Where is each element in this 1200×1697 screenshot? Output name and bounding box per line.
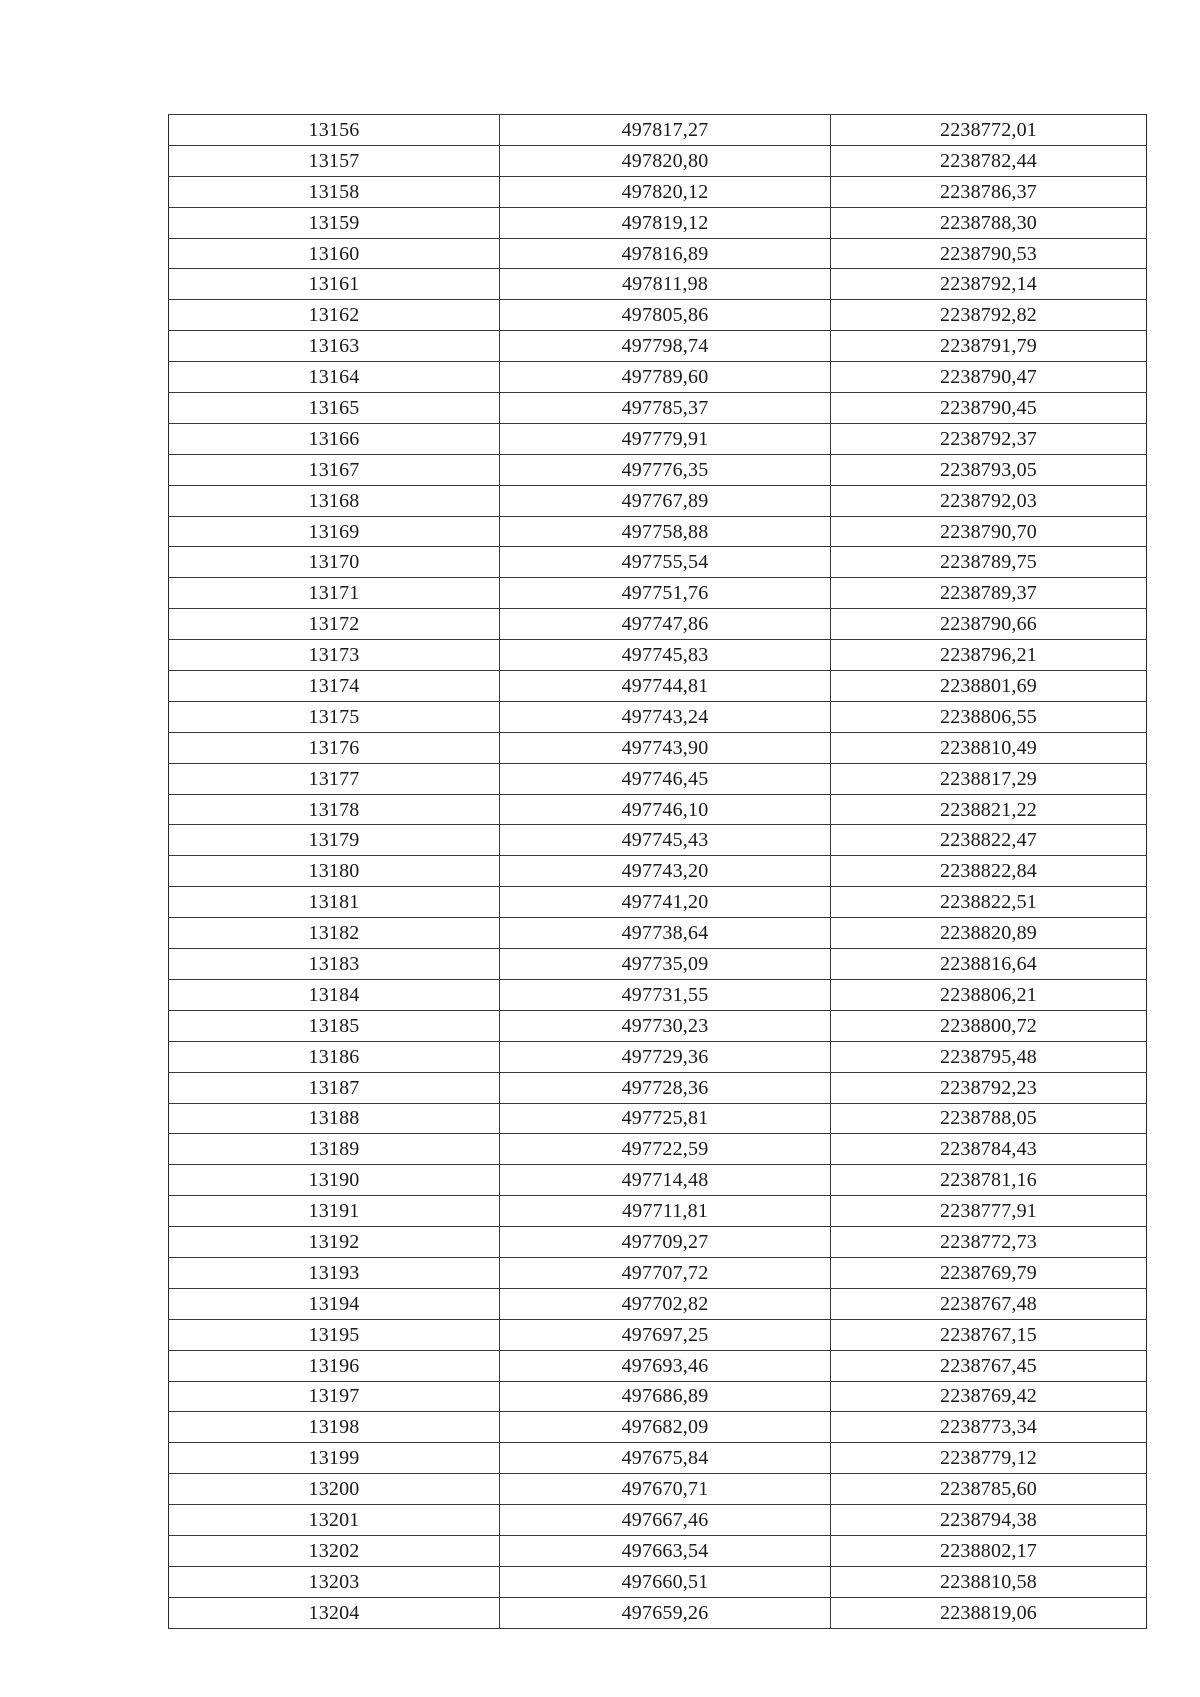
point-number-cell: 13162 (169, 300, 500, 331)
table-row (169, 640, 1147, 671)
x-coordinate-cell: 497667,46 (500, 1505, 831, 1536)
x-coordinate-cell: 497798,74 (500, 331, 831, 362)
x-coordinate-cell: 497714,48 (500, 1165, 831, 1196)
y-coordinate-cell: 2238817,29 (831, 763, 1147, 794)
point-number-cell: 13188 (169, 1103, 500, 1134)
table-row (169, 1412, 1147, 1443)
x-coordinate-cell: 497751,76 (500, 578, 831, 609)
point-number-cell: 13160 (169, 238, 500, 269)
point-number-cell: 13175 (169, 701, 500, 732)
table-row (169, 979, 1147, 1010)
y-coordinate-cell: 2238822,47 (831, 825, 1147, 856)
point-number-cell: 13199 (169, 1443, 500, 1474)
x-coordinate-cell: 497817,27 (500, 115, 831, 146)
point-number-cell: 13189 (169, 1134, 500, 1165)
point-number-cell: 13164 (169, 362, 500, 393)
x-coordinate-cell: 497697,25 (500, 1319, 831, 1350)
y-coordinate-cell: 2238792,37 (831, 423, 1147, 454)
point-number-cell: 13168 (169, 485, 500, 516)
x-coordinate-cell: 497707,72 (500, 1257, 831, 1288)
x-coordinate-cell: 497816,89 (500, 238, 831, 269)
y-coordinate-cell: 2238790,47 (831, 362, 1147, 393)
table-row (169, 1381, 1147, 1412)
point-number-cell: 13183 (169, 949, 500, 980)
x-coordinate-cell: 497811,98 (500, 269, 831, 300)
point-number-cell: 13195 (169, 1319, 500, 1350)
x-coordinate-cell: 497819,12 (500, 207, 831, 238)
point-number-cell: 13156 (169, 115, 500, 146)
y-coordinate-cell: 2238822,51 (831, 887, 1147, 918)
y-coordinate-cell: 2238802,17 (831, 1535, 1147, 1566)
x-coordinate-cell: 497746,45 (500, 763, 831, 794)
y-coordinate-cell: 2238790,70 (831, 516, 1147, 547)
table-row (169, 362, 1147, 393)
point-number-cell: 13169 (169, 516, 500, 547)
y-coordinate-cell: 2238779,12 (831, 1443, 1147, 1474)
y-coordinate-cell: 2238788,30 (831, 207, 1147, 238)
y-coordinate-cell: 2238806,55 (831, 701, 1147, 732)
x-coordinate-cell: 497693,46 (500, 1350, 831, 1381)
y-coordinate-cell: 2238782,44 (831, 145, 1147, 176)
table-row (169, 1010, 1147, 1041)
table-row (169, 485, 1147, 516)
point-number-cell: 13171 (169, 578, 500, 609)
x-coordinate-cell: 497730,23 (500, 1010, 831, 1041)
table-row (169, 115, 1147, 146)
table-row (169, 300, 1147, 331)
x-coordinate-cell: 497744,81 (500, 671, 831, 702)
y-coordinate-cell: 2238800,72 (831, 1010, 1147, 1041)
table-row (169, 207, 1147, 238)
x-coordinate-cell: 497702,82 (500, 1288, 831, 1319)
y-coordinate-cell: 2238773,34 (831, 1412, 1147, 1443)
table-row (169, 1041, 1147, 1072)
point-number-cell: 13174 (169, 671, 500, 702)
table-row (169, 794, 1147, 825)
x-coordinate-cell: 497805,86 (500, 300, 831, 331)
point-number-cell: 13186 (169, 1041, 500, 1072)
x-coordinate-cell: 497746,10 (500, 794, 831, 825)
y-coordinate-cell: 2238781,16 (831, 1165, 1147, 1196)
y-coordinate-cell: 2238795,48 (831, 1041, 1147, 1072)
point-number-cell: 13201 (169, 1505, 500, 1536)
x-coordinate-cell: 497675,84 (500, 1443, 831, 1474)
table-row (169, 1566, 1147, 1597)
point-number-cell: 13184 (169, 979, 500, 1010)
x-coordinate-cell: 497779,91 (500, 423, 831, 454)
point-number-cell: 13197 (169, 1381, 500, 1412)
x-coordinate-cell: 497725,81 (500, 1103, 831, 1134)
point-number-cell: 13202 (169, 1535, 500, 1566)
coordinates-table (168, 114, 1147, 1629)
y-coordinate-cell: 2238792,03 (831, 485, 1147, 516)
y-coordinate-cell: 2238820,89 (831, 918, 1147, 949)
table-row (169, 145, 1147, 176)
point-number-cell: 13179 (169, 825, 500, 856)
table-row (169, 671, 1147, 702)
point-number-cell: 13173 (169, 640, 500, 671)
x-coordinate-cell: 497729,36 (500, 1041, 831, 1072)
x-coordinate-cell: 497709,27 (500, 1227, 831, 1258)
table-row (169, 701, 1147, 732)
y-coordinate-cell: 2238769,79 (831, 1257, 1147, 1288)
table-row (169, 1288, 1147, 1319)
point-number-cell: 13176 (169, 732, 500, 763)
x-coordinate-cell: 497663,54 (500, 1535, 831, 1566)
x-coordinate-cell: 497743,90 (500, 732, 831, 763)
point-number-cell: 13165 (169, 393, 500, 424)
table-row (169, 1134, 1147, 1165)
table-row (169, 609, 1147, 640)
table-row (169, 269, 1147, 300)
point-number-cell: 13185 (169, 1010, 500, 1041)
table-row (169, 1474, 1147, 1505)
point-number-cell: 13192 (169, 1227, 500, 1258)
table-row (169, 1443, 1147, 1474)
point-number-cell: 13161 (169, 269, 500, 300)
point-number-cell: 13177 (169, 763, 500, 794)
point-number-cell: 13159 (169, 207, 500, 238)
x-coordinate-cell: 497789,60 (500, 362, 831, 393)
x-coordinate-cell: 497711,81 (500, 1196, 831, 1227)
y-coordinate-cell: 2238790,45 (831, 393, 1147, 424)
table-row (169, 887, 1147, 918)
table-row (169, 238, 1147, 269)
table-row (169, 1227, 1147, 1258)
y-coordinate-cell: 2238767,15 (831, 1319, 1147, 1350)
table-row (169, 516, 1147, 547)
x-coordinate-cell: 497755,54 (500, 547, 831, 578)
point-number-cell: 13170 (169, 547, 500, 578)
x-coordinate-cell: 497747,86 (500, 609, 831, 640)
table-row (169, 918, 1147, 949)
x-coordinate-cell: 497686,89 (500, 1381, 831, 1412)
coordinates-table-body (169, 115, 1147, 1629)
y-coordinate-cell: 2238821,22 (831, 794, 1147, 825)
table-row (169, 732, 1147, 763)
table-row (169, 578, 1147, 609)
table-row (169, 1505, 1147, 1536)
point-number-cell: 13167 (169, 454, 500, 485)
y-coordinate-cell: 2238791,79 (831, 331, 1147, 362)
y-coordinate-cell: 2238794,38 (831, 1505, 1147, 1536)
point-number-cell: 13193 (169, 1257, 500, 1288)
table-row (169, 856, 1147, 887)
table-row (169, 393, 1147, 424)
y-coordinate-cell: 2238822,84 (831, 856, 1147, 887)
y-coordinate-cell: 2238769,42 (831, 1381, 1147, 1412)
point-number-cell: 13204 (169, 1597, 500, 1628)
point-number-cell: 13182 (169, 918, 500, 949)
y-coordinate-cell: 2238792,23 (831, 1072, 1147, 1103)
point-number-cell: 13166 (169, 423, 500, 454)
table-row (169, 1072, 1147, 1103)
x-coordinate-cell: 497682,09 (500, 1412, 831, 1443)
y-coordinate-cell: 2238772,01 (831, 115, 1147, 146)
point-number-cell: 13191 (169, 1196, 500, 1227)
point-number-cell: 13180 (169, 856, 500, 887)
table-row (169, 949, 1147, 980)
y-coordinate-cell: 2238772,73 (831, 1227, 1147, 1258)
table-row (169, 825, 1147, 856)
x-coordinate-cell: 497776,35 (500, 454, 831, 485)
x-coordinate-cell: 497745,43 (500, 825, 831, 856)
y-coordinate-cell: 2238785,60 (831, 1474, 1147, 1505)
y-coordinate-cell: 2238796,21 (831, 640, 1147, 671)
x-coordinate-cell: 497820,80 (500, 145, 831, 176)
y-coordinate-cell: 2238777,91 (831, 1196, 1147, 1227)
table-row (169, 1319, 1147, 1350)
x-coordinate-cell: 497743,24 (500, 701, 831, 732)
y-coordinate-cell: 2238767,48 (831, 1288, 1147, 1319)
y-coordinate-cell: 2238801,69 (831, 671, 1147, 702)
y-coordinate-cell: 2238786,37 (831, 176, 1147, 207)
table-row (169, 423, 1147, 454)
y-coordinate-cell: 2238792,14 (831, 269, 1147, 300)
x-coordinate-cell: 497659,26 (500, 1597, 831, 1628)
table-row (169, 1350, 1147, 1381)
point-number-cell: 13178 (169, 794, 500, 825)
point-number-cell: 13198 (169, 1412, 500, 1443)
y-coordinate-cell: 2238806,21 (831, 979, 1147, 1010)
point-number-cell: 13194 (169, 1288, 500, 1319)
table-row (169, 331, 1147, 362)
x-coordinate-cell: 497670,71 (500, 1474, 831, 1505)
y-coordinate-cell: 2238790,66 (831, 609, 1147, 640)
table-row (169, 1257, 1147, 1288)
point-number-cell: 13187 (169, 1072, 500, 1103)
table-row (169, 763, 1147, 794)
y-coordinate-cell: 2238810,58 (831, 1566, 1147, 1597)
y-coordinate-cell: 2238789,37 (831, 578, 1147, 609)
y-coordinate-cell: 2238789,75 (831, 547, 1147, 578)
y-coordinate-cell: 2238793,05 (831, 454, 1147, 485)
point-number-cell: 13181 (169, 887, 500, 918)
x-coordinate-cell: 497738,64 (500, 918, 831, 949)
point-number-cell: 13157 (169, 145, 500, 176)
x-coordinate-cell: 497741,20 (500, 887, 831, 918)
x-coordinate-cell: 497758,88 (500, 516, 831, 547)
x-coordinate-cell: 497660,51 (500, 1566, 831, 1597)
y-coordinate-cell: 2238788,05 (831, 1103, 1147, 1134)
table-row (169, 454, 1147, 485)
y-coordinate-cell: 2238767,45 (831, 1350, 1147, 1381)
point-number-cell: 13203 (169, 1566, 500, 1597)
y-coordinate-cell: 2238792,82 (831, 300, 1147, 331)
point-number-cell: 13196 (169, 1350, 500, 1381)
y-coordinate-cell: 2238816,64 (831, 949, 1147, 980)
x-coordinate-cell: 497731,55 (500, 979, 831, 1010)
point-number-cell: 13172 (169, 609, 500, 640)
y-coordinate-cell: 2238790,53 (831, 238, 1147, 269)
y-coordinate-cell: 2238810,49 (831, 732, 1147, 763)
table-row (169, 1597, 1147, 1628)
table-row (169, 1165, 1147, 1196)
x-coordinate-cell: 497722,59 (500, 1134, 831, 1165)
table-row (169, 176, 1147, 207)
point-number-cell: 13200 (169, 1474, 500, 1505)
table-row (169, 1196, 1147, 1227)
x-coordinate-cell: 497767,89 (500, 485, 831, 516)
table-row (169, 1103, 1147, 1134)
x-coordinate-cell: 497785,37 (500, 393, 831, 424)
point-number-cell: 13190 (169, 1165, 500, 1196)
x-coordinate-cell: 497745,83 (500, 640, 831, 671)
table-row (169, 1535, 1147, 1566)
y-coordinate-cell: 2238819,06 (831, 1597, 1147, 1628)
y-coordinate-cell: 2238784,43 (831, 1134, 1147, 1165)
point-number-cell: 13158 (169, 176, 500, 207)
x-coordinate-cell: 497743,20 (500, 856, 831, 887)
point-number-cell: 13163 (169, 331, 500, 362)
x-coordinate-cell: 497820,12 (500, 176, 831, 207)
table-row (169, 547, 1147, 578)
x-coordinate-cell: 497735,09 (500, 949, 831, 980)
x-coordinate-cell: 497728,36 (500, 1072, 831, 1103)
